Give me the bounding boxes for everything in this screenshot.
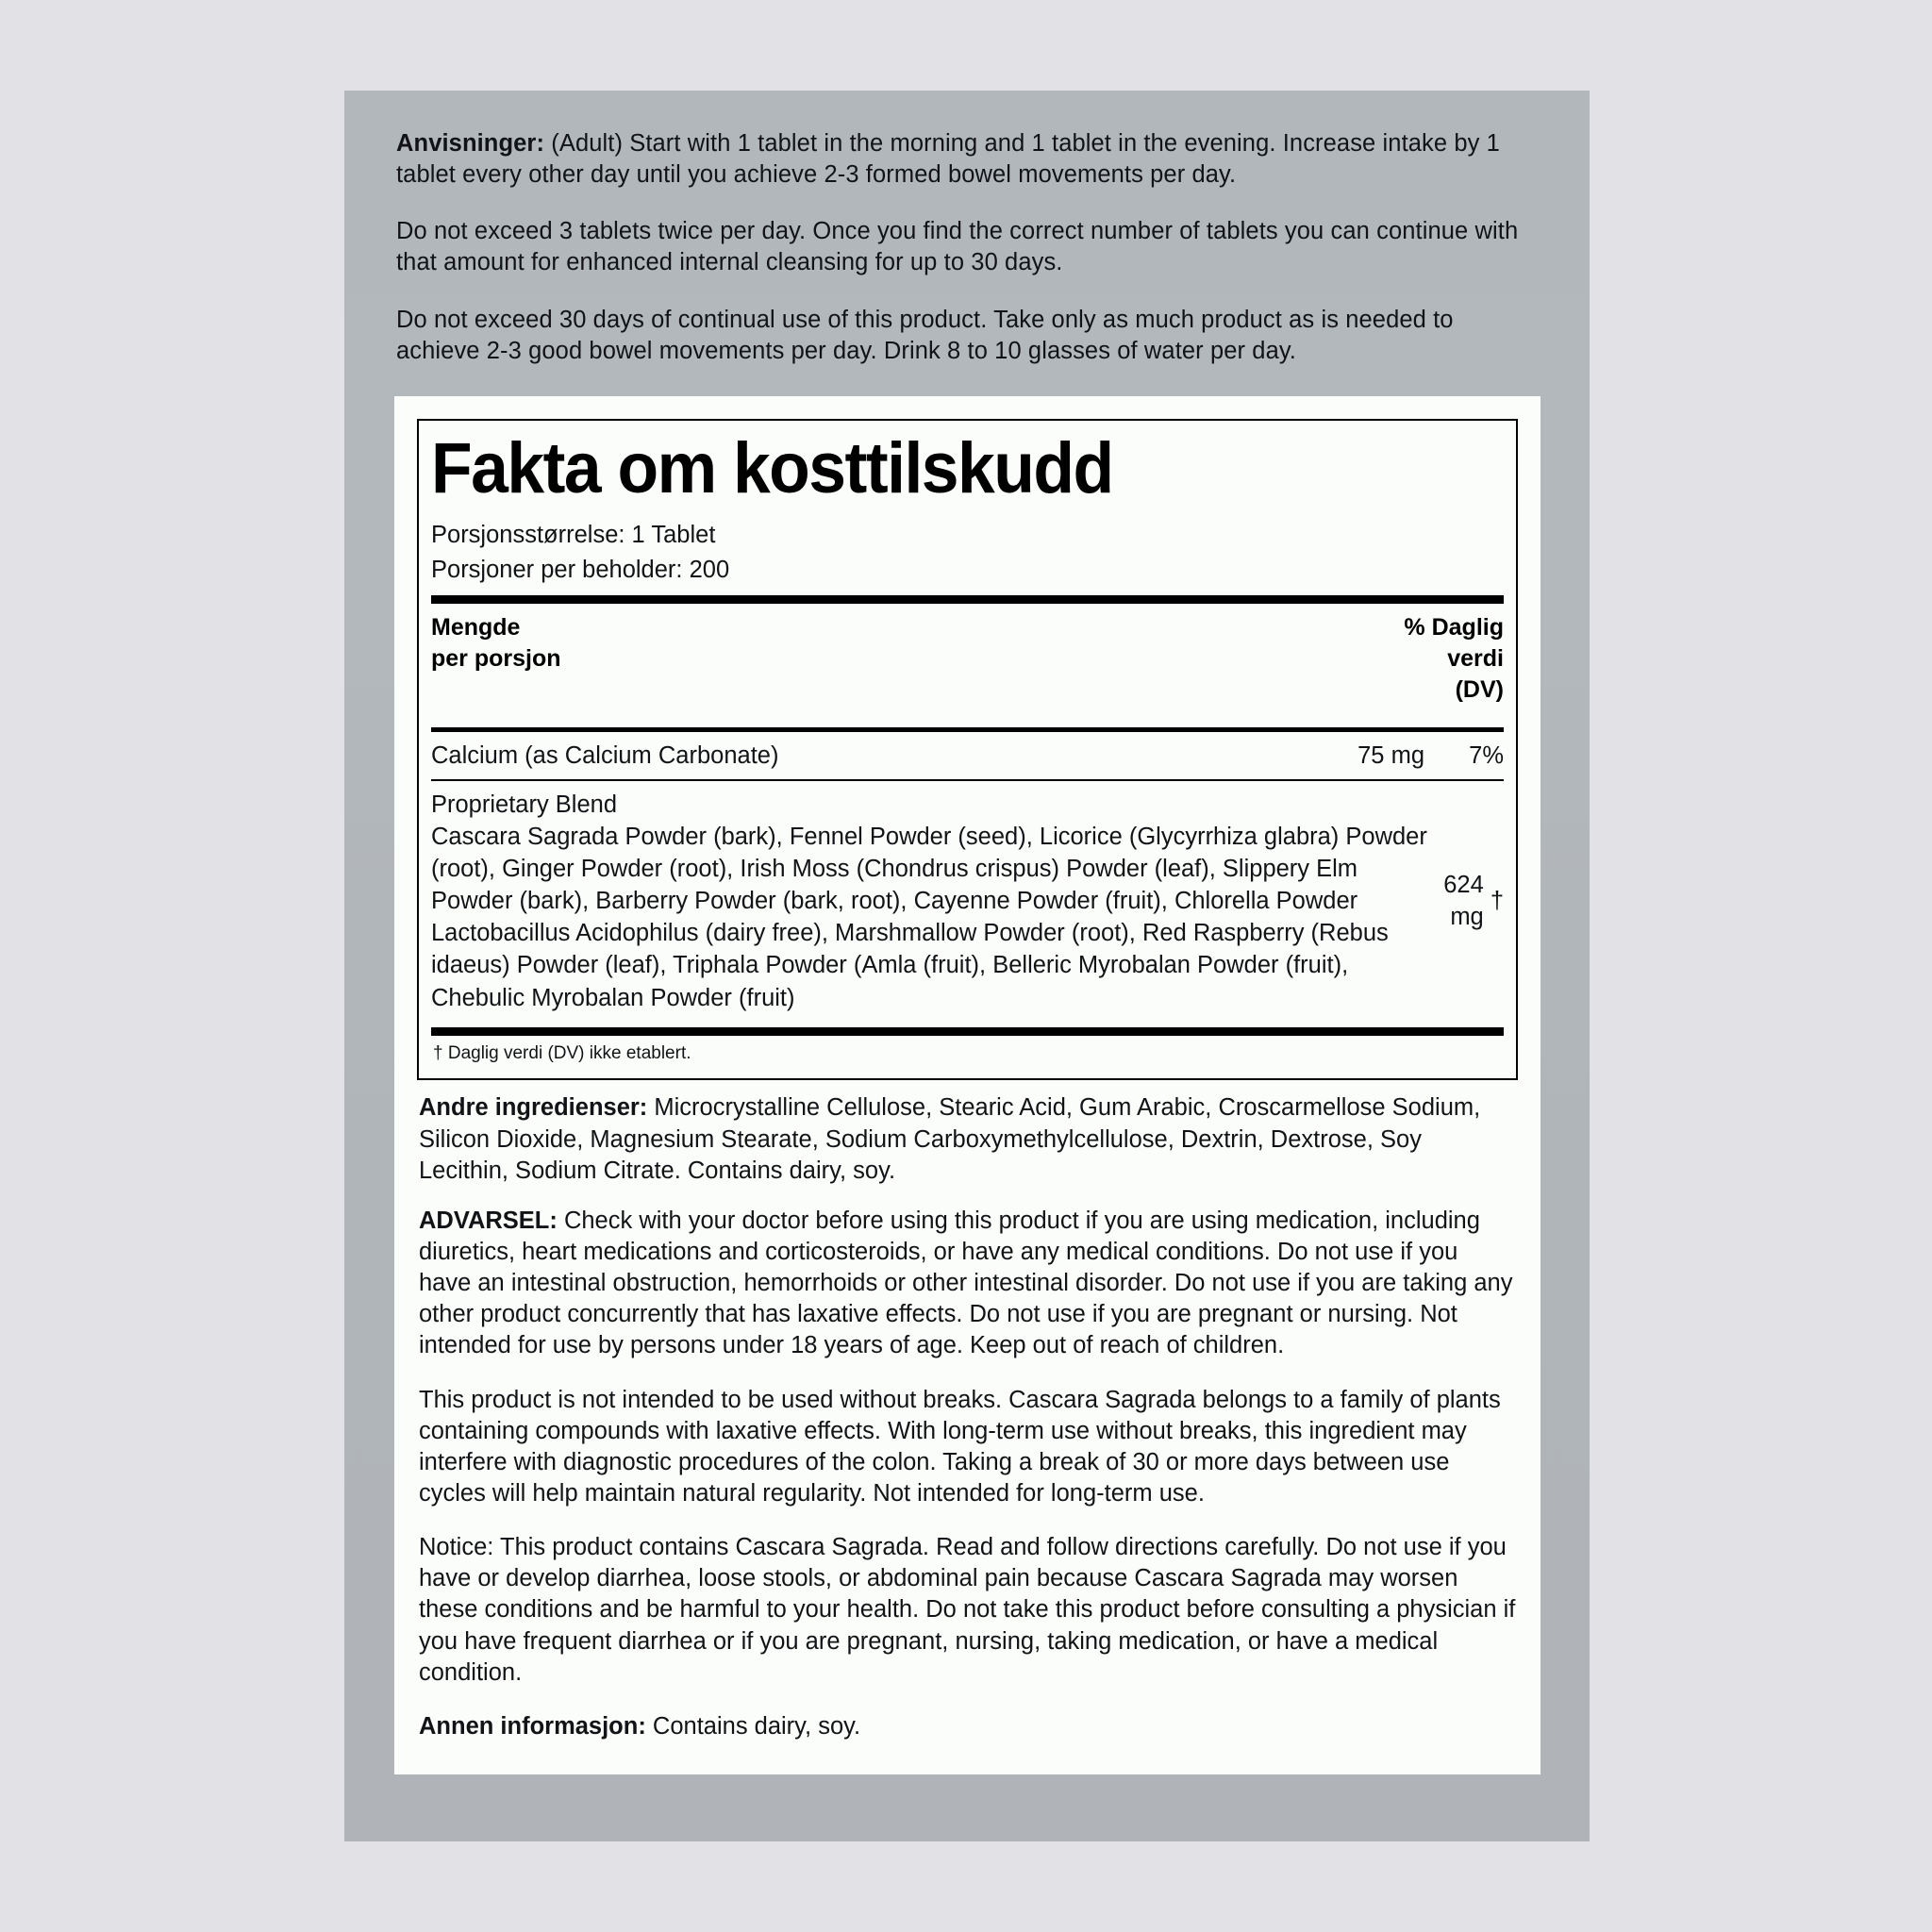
daily-value-header xyxy=(1404,612,1504,707)
additional-info-block xyxy=(394,1080,1541,1774)
other-ingredients-text: Microcrystalline Cellulose, Stearic Acid, Gum Arabic, Croscarmellose Sodium, Silicon Dioxide, Magnesium Stearate, Sodium Carboxymethylcellulose, Dextrin, Dextrose, Soy Lecithin, Sodium Citrate. Contains dairy, soy. xyxy=(419,1094,1481,1184)
rule-thick-bottom xyxy=(431,1027,1504,1036)
blend-name: Proprietary Blend xyxy=(431,791,618,818)
supplement-facts-title: Fakta om kosttilskudd xyxy=(431,428,1113,508)
breaks-paragraph: This product is not intended to be used without breaks. Cascara Sagrada belongs to a family of plants containing compounds with laxative effects. With long-term use without breaks, this ingredient may interfere with diagnostic procedures of the colon. Taking a break of 30 or more days between use cycles will help maintain natural regularity. Not intended for long-term use. xyxy=(419,1386,1501,1507)
nutrient-name: Calcium (as Calcium Carbonate) xyxy=(431,741,779,769)
directions-paragraph-1-text: (Adult) Start with 1 tablet in the morning and 1 tablet in the evening. Increase intake by 1 tablet every other day until you achieve 2-3 formed bowel movements per day. xyxy=(396,130,1500,189)
directions-paragraph-2: Do not exceed 3 tablets twice per day. Once you find the correct number of tablets you can continue with that amount for enhanced internal cleansing for up to 30 days. xyxy=(396,218,1519,276)
directions-label: Anvisninger: xyxy=(396,130,545,157)
warning-label: ADVARSEL: xyxy=(419,1207,558,1234)
header-dv-line2: verdi xyxy=(1447,645,1504,673)
supplement-facts-card xyxy=(394,396,1541,1774)
header-amount-line1: Mengde xyxy=(431,613,521,641)
blend-amount: 624 mg xyxy=(1443,872,1484,931)
serving-size: Porsjonsstørrelse: 1 Tablet xyxy=(431,522,716,549)
directions-paragraph-1 xyxy=(396,128,1524,191)
nutrient-amount: 75 mg xyxy=(1357,741,1424,769)
directions-paragraph-3: Do not exceed 30 days of continual use of this product. Take only as much product as is needed to achieve 2-3 good bowel movements per day. Drink 8 to 10 glasses of water per day. xyxy=(396,306,1454,364)
supplement-facts-box xyxy=(417,419,1518,1080)
label-grey-panel xyxy=(344,91,1590,1841)
facts-table-header xyxy=(431,604,1504,727)
warning-paragraph xyxy=(419,1206,1516,1362)
header-dv-line3: (DV) xyxy=(1455,676,1504,704)
rule-thick-top xyxy=(431,595,1504,604)
notice-paragraph: Notice: This product contains Cascara Sagrada. Read and follow directions carefully. Do not use if you have or develop diarrhea, loose stools, or abdominal pain because Cascara Sagrada may worsen these conditions and be harmful to your health. Do not take this product before consulting a physician if you have frequent diarrhea or if you are pregnant, nursing, taking medication, or have a medical condition. xyxy=(419,1534,1516,1686)
table-row-calcium xyxy=(431,732,1504,779)
other-ingredients-label: Andre ingredienser: xyxy=(419,1094,648,1122)
header-dv-line1: % Daglig xyxy=(1404,613,1504,641)
other-ingredients-paragraph xyxy=(419,1092,1516,1186)
serving-info-block xyxy=(431,519,1504,585)
blend-name-and-ingredients xyxy=(431,789,1443,1014)
servings-per-container: Porsjoner per beholder: 200 xyxy=(431,556,730,583)
warning-text: Check with your doctor before using this product if you are using medication, including diuretics, heart medications and corticosteroids, or have any medical conditions. Do not use if you have an intestinal obstruction, hemorrhoids or other intestinal disorder. Do not use if you are taking any other product concurrently that has laxative effects. Do not use if you are pregnant or nursing. Not intended for use by persons under 18 years of age. Keep out of reach of children. xyxy=(419,1207,1513,1359)
header-amount-line2: per porsjon xyxy=(431,645,561,673)
blend-daily-value: † xyxy=(1490,888,1504,915)
annen-informasjon-label: Annen informasjon: xyxy=(419,1712,646,1740)
directions-block xyxy=(396,128,1524,367)
nutrient-daily-value: 7% xyxy=(1469,741,1504,769)
daily-value-footnote: † Daglig verdi (DV) ikke etablert. xyxy=(433,1042,691,1063)
annen-informasjon-text: Contains dairy, soy. xyxy=(645,1712,861,1740)
amount-per-serving-header xyxy=(431,612,561,675)
table-row-proprietary-blend xyxy=(431,781,1504,1024)
blend-ingredients: Cascara Sagrada Powder (bark), Fennel Powder (seed), Licorice (Glycyrrhiza glabra) Powder (root), Ginger Powder (root), Irish Moss (Chondrus crispus) Powder (leaf), Slippery Elm Powder (bark), Barberry Powder (bark, root), Cayenne Powder (fruit), Chlorella Powder Lactobacillus Acidophilus (dairy free), Marshmallow Powder (root), Red Raspberry (Rebus idaeus) Powder (leaf), Triphala Powder (Amla (fruit), Belleric Myrobalan Powder (fruit), Chebulic Myrobalan Powder (fruit) xyxy=(431,823,1427,1011)
annen-informasjon-paragraph xyxy=(419,1711,1516,1742)
